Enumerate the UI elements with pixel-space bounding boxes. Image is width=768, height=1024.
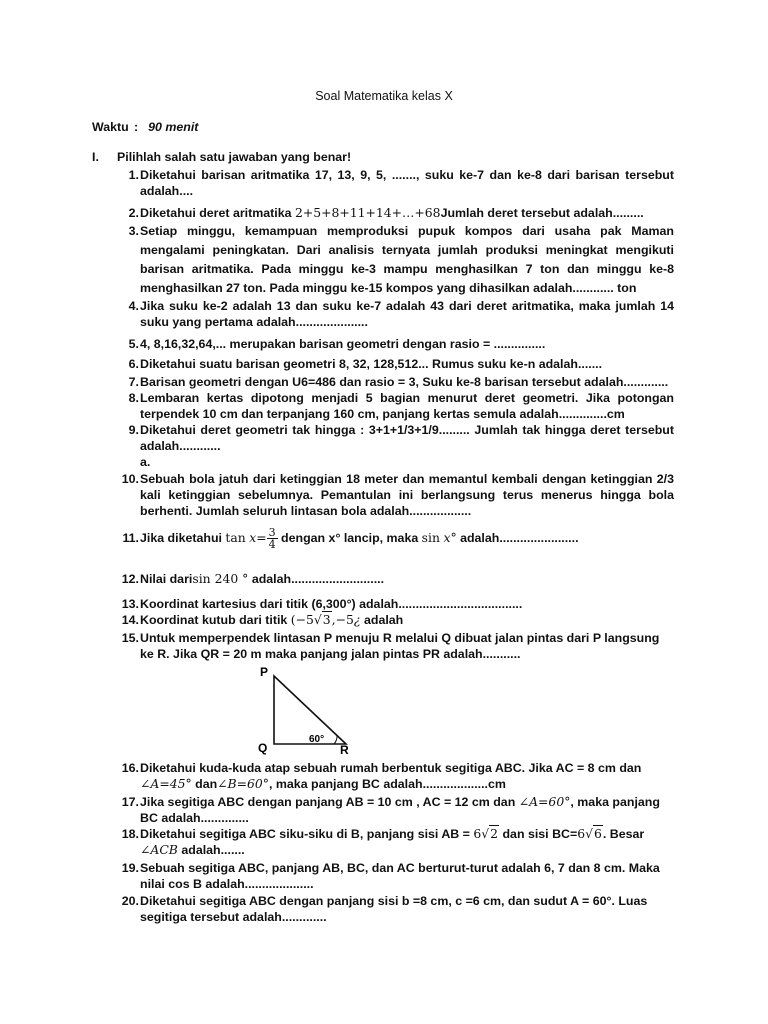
question-8 [112, 390, 674, 422]
angle-expression: ∠B=60° [217, 776, 270, 791]
section-number: I. [92, 150, 99, 164]
angle-expression: ∠ACB [140, 842, 178, 857]
question-6 [112, 356, 674, 372]
question-text: Koordinat kartesius dari titik (6,300°) adalah.................................... [140, 597, 523, 611]
question-number: 13. [121, 597, 139, 611]
question-text: Diketahui kuda-kuda atap sebuah rumah berbentuk segitiga ABC. Jika AC = 8 cm dan ∠A=45° dan∠B=60°, maka panjang BC adalah...................cm [140, 761, 642, 791]
question-text: Lembaran kertas dipotong menjadi 5 bagian menurut deret geometri. Jika potongan terpendek 10 cm dan terpanjang 160 cm, panjang kertas semula adalah..............cm [140, 391, 674, 421]
question-number: 7. [128, 375, 139, 389]
angle-label: 60° [309, 734, 325, 745]
document-title: Soal Matematika kelas X [315, 89, 453, 103]
question-19 [112, 860, 674, 892]
question-text: Diketahui barisan aritmatika 17, 13, 9, 5, ......., suku ke-7 dan ke-8 dari barisan tersebut adalah.... [140, 168, 674, 198]
time-separator: : [134, 120, 139, 134]
question-text: 4, 8,16,32,64,... merupakan barisan geometri dengan rasio = ............... [140, 337, 546, 351]
vertex-label-r: R [340, 743, 349, 756]
question-16 [112, 760, 674, 792]
question-text: Jika diketahui tan x= $\frac{3}{4}$ dengan x° lancip, maka sin x° adalah....................... [140, 526, 579, 552]
section-heading [92, 149, 351, 165]
question-7 [112, 374, 674, 390]
question-text: Setiap minggu, kemampuan memproduksi pupuk kompos dari usaha pak Maman mengalami peningkatan. Dari analisis ternyata jumlah produksi meningkat mengikuti barisan aritmatika. Pada minggu ke-3 mampu menghasilkan 7 ton dan minggu ke-8 menghasilkan 27 ton. Pada minggu ke-15 kompos yang dihasilkan adalah............ ton [140, 224, 674, 295]
question-number: 10. [121, 472, 139, 486]
angle-expression: ∠A=45° [140, 776, 192, 791]
question-number: 20. [121, 894, 139, 908]
question-12 [112, 571, 674, 587]
question-number: 9. [128, 423, 139, 437]
angle-arc [334, 735, 337, 744]
question-3 [112, 222, 674, 298]
question-15 [112, 630, 674, 662]
question-4 [112, 298, 674, 330]
square-root: √2 [481, 826, 499, 841]
section-instruction: Pilihlah salah satu jawaban yang benar! [117, 150, 352, 164]
question-text: Diketahui segitiga ABC siku-siku di B, panjang sisi AB = 6√2 dan sisi BC=6√6. Besar ∠ACB adalah....... [140, 826, 645, 857]
question-number: 5. [128, 337, 139, 351]
time-value: 90 menit [148, 120, 199, 134]
question-text: Sebuah bola jatuh dari ketinggian 18 meter dan memantul kembali dengan ketinggian 2/3 kali ketinggian sebelumnya. Pemantulan ini berlangsung terus menerus hingga bola berhenti. Jumlah seluruh lintasan bola adalah.................. [140, 472, 674, 518]
question-text: Koordinat kutub dari titik (−5√3,−5¿ adalah [140, 612, 404, 627]
question-number: 12. [121, 572, 139, 586]
question-11 [112, 522, 674, 554]
question-number: 19. [121, 861, 139, 875]
question-text: Jika suku ke-2 adalah 13 dan suku ke-7 adalah 43 dari deret aritmatika, maka jumlah 14 suku yang pertama adalah..................... [140, 299, 674, 329]
square-root: √3 [313, 612, 331, 627]
question-text: Barisan geometri dengan U6=486 dan rasio = 3, Suku ke-8 barisan tersebut adalah............. [140, 375, 669, 389]
question-14 [112, 612, 674, 628]
angle-expression: ∠A=60° [518, 794, 571, 809]
question-text: Diketahui deret aritmatika 2+5+8+11+14+…+68Jumlah deret tersebut adalah......... [140, 205, 644, 220]
question-number: 18. [121, 827, 139, 841]
time-line [92, 119, 198, 135]
question-2 [112, 205, 674, 221]
question-number: 15. [121, 631, 139, 645]
option-letter: a. [140, 455, 151, 469]
question-number: 11. [122, 531, 139, 545]
vertex-label-p: P [260, 665, 269, 679]
question-text: Jika segitiga ABC dengan panjang AB = 10 cm , AC = 12 cm dan ∠A=60°, maka panjang BC adalah.............. [140, 794, 660, 825]
time-label: Waktu [92, 120, 129, 134]
question-number: 3. [128, 224, 139, 238]
vertex-label-q: Q [258, 741, 268, 755]
question-number: 4. [128, 299, 139, 313]
question-text: Diketahui segitiga ABC dengan panjang sisi b =8 cm, c =6 cm, dan sudut A = 60°. Luas segitiga tersebut adalah............. [140, 894, 648, 924]
question-number: 2. [128, 206, 139, 220]
question-5 [112, 336, 674, 352]
question-1 [112, 167, 674, 199]
question-number: 1. [128, 168, 139, 182]
fraction: $\frac{3}{4}$ [268, 526, 276, 552]
math-expression: 2+5+8+11+14+…+68 [294, 205, 441, 220]
question-9 [112, 422, 674, 470]
square-root: √6 [585, 826, 602, 841]
question-text: Diketahui suatu barisan geometri 8, 32, 128,512... Rumus suku ke-n adalah....... [140, 357, 603, 371]
question-13 [112, 596, 674, 612]
question-number: 8. [128, 391, 139, 405]
math-expression: sin 240 ° [192, 571, 249, 586]
question-20 [112, 893, 674, 925]
question-text: Untuk memperpendek lintasan P menuju R melalui Q dibuat jalan pintas dari P langsung ke R. Jika QR = 20 m maka panjang jalan pintas PR adalah........... [140, 631, 660, 661]
right-triangle-figure [250, 664, 360, 756]
question-text: Diketahui deret geometri tak hingga : 3+1+1/3+1/9......... Jumlah tak hingga deret tersebut adalah............ [140, 423, 674, 453]
question-text: Nilai darisin 240 ° adalah........................... [140, 571, 385, 586]
question-number: 14. [121, 613, 139, 627]
question-number: 6. [128, 357, 139, 371]
question-number: 17. [121, 795, 139, 809]
question-number: 16. [121, 761, 139, 775]
question-17 [112, 794, 674, 826]
question-18 [112, 826, 674, 858]
question-text: Sebuah segitiga ABC, panjang AB, BC, dan AC berturut-turut adalah 6, 7 dan 8 cm. Maka nilai cos B adalah.................... [140, 861, 660, 891]
question-10 [112, 471, 674, 519]
